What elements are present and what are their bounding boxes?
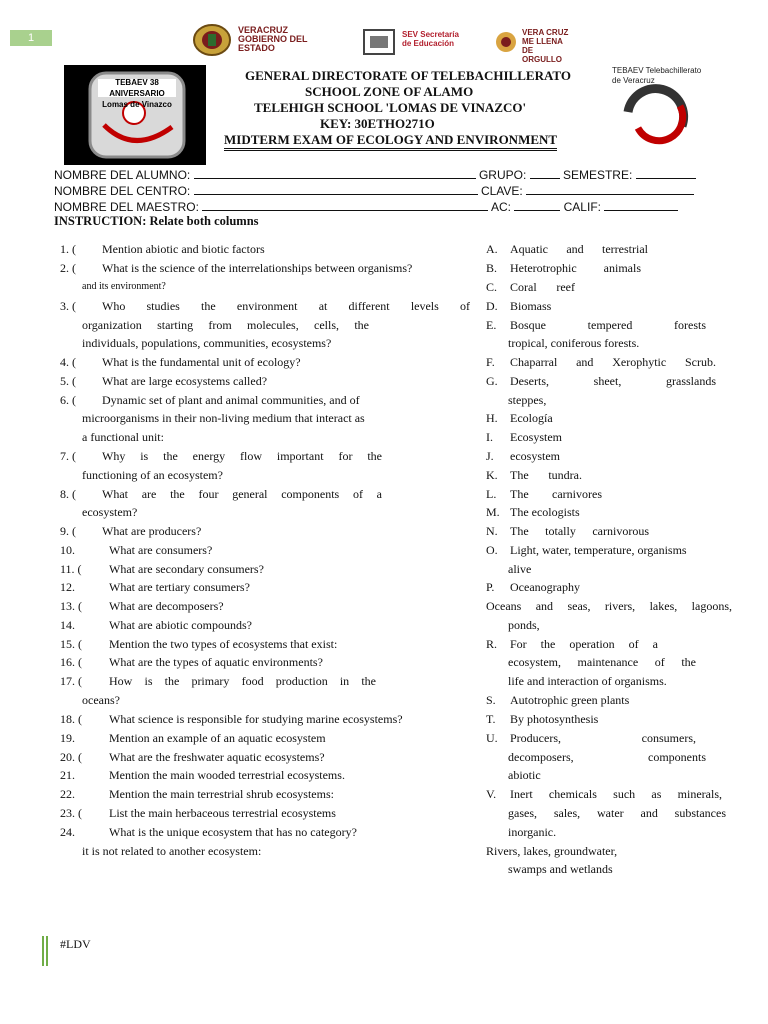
sev-logo [362, 24, 462, 58]
answer-continuation: inorganic. [508, 825, 557, 839]
answer-text: The totally carnivorous [510, 524, 649, 538]
answer-item [486, 409, 734, 428]
grade-input[interactable] [604, 199, 678, 211]
answer-item [486, 522, 649, 541]
question-item [60, 616, 460, 635]
question-continuation: and its environment? [82, 281, 166, 292]
coat-of-arms-icon [192, 24, 232, 56]
answer-letter: E. [486, 318, 497, 332]
ac-input[interactable] [514, 199, 560, 211]
tebaev-anniversary-logo [64, 65, 206, 165]
header-line-school: TELEHIGH SCHOOL 'LOMAS DE VINAZCO' [254, 100, 527, 115]
question-number: 23. ( [60, 806, 82, 820]
sev-logo-text: SEV Secretaría de Educación [402, 30, 459, 48]
question-number: 5. ( [60, 374, 76, 388]
question-item [60, 560, 460, 579]
answer-letter: G. [486, 374, 498, 388]
question-continuation: ecosystem? [82, 505, 138, 519]
question-text: Mention an example of an aquatic ecosystem [109, 731, 326, 745]
question-text: List the main herbaceous terrestrial ecosystems [109, 806, 336, 820]
question-continuation: a functional unit: [82, 430, 164, 444]
tebaev-logo-text: TEBAEV Telebachillerato de Veracruz [612, 66, 702, 85]
question-continuation: organization starting from molecules, cells, the [82, 318, 369, 332]
question-number: 4. ( [60, 355, 76, 369]
answer-text: Heterotrophic animals [510, 261, 641, 275]
answer-item [486, 297, 734, 316]
question-number: 18. ( [60, 712, 82, 726]
question-text: What are decomposers? [109, 599, 224, 613]
answer-continuation: decomposers, components [508, 750, 706, 764]
question-number: 20. ( [60, 750, 82, 764]
question-number: 2. ( [60, 261, 76, 275]
question-text: What are consumers? [109, 543, 213, 557]
answer-text: Coral reef [510, 280, 575, 294]
answer-letter: J. [486, 449, 494, 463]
center-name-input[interactable] [194, 183, 478, 195]
question-number: 24. [60, 825, 75, 839]
answer-letter: K. [486, 468, 498, 482]
veracruz-logo-text: VERACRUZ GOBIERNO DEL ESTADO [238, 25, 308, 53]
answer-text: Biomass [510, 299, 552, 313]
answer-continuation: swamps and wetlands [508, 862, 613, 876]
answer-text: Producers, consumers, [510, 731, 696, 745]
answer-letter: O. [486, 543, 498, 557]
header-line-zone: SCHOOL ZONE OF ALAMO [305, 84, 474, 99]
answer-text: By photosynthesis [510, 712, 599, 726]
question-item [60, 653, 460, 672]
student-name-label: NOMBRE DEL ALUMNO: [54, 168, 191, 182]
vera-cruz-logo-text: VERA CRUZ ME LLENA DE ORGULLO [522, 28, 569, 64]
answer-text: The ecologists [510, 505, 580, 519]
question-number: 11. ( [60, 562, 82, 576]
question-text: What are tertiary consumers? [109, 580, 250, 594]
group-input[interactable] [530, 167, 560, 179]
question-number: 9. ( [60, 524, 76, 538]
question-number: 15. ( [60, 637, 82, 651]
question-item [60, 297, 470, 316]
question-continuation: it is not related to another ecosystem: [82, 844, 262, 858]
answer-continuation: gases, sales, water and substances [508, 806, 726, 820]
question-item [60, 748, 460, 767]
question-item [60, 804, 460, 823]
answer-letter: V. [486, 787, 497, 801]
center-name-row [54, 183, 694, 198]
teacher-name-label: NOMBRE DEL MAESTRO: [54, 200, 199, 214]
answer-letter: R. [486, 637, 498, 651]
footer-tag: #LDV [60, 937, 91, 951]
answer-item [486, 691, 734, 710]
question-text: What is the fundamental unit of ecology? [102, 355, 301, 369]
question-text: Dynamic set of plant and animal communities, and of [102, 393, 360, 407]
answer-text: Ecología [510, 411, 553, 425]
answer-continuation: abiotic [508, 768, 541, 782]
answer-continuation: steppes, [508, 393, 547, 407]
semester-label: SEMESTRE: [562, 168, 633, 182]
answer-continuation: ecosystem, maintenance of the [508, 655, 696, 669]
question-continuation: oceans? [82, 693, 120, 707]
question-item [60, 391, 460, 410]
answer-text: Inert chemicals such as minerals, [510, 787, 722, 801]
question-text: What are the types of aquatic environments? [109, 655, 323, 669]
answer-item [486, 485, 602, 504]
answer-letter: D. [486, 299, 498, 313]
tebaev-anniversary-text: TEBAEV 38 ANIVERSARIO Lomas de Vinazco [102, 78, 172, 109]
question-item [60, 353, 460, 372]
question-item [60, 729, 460, 748]
answer-letter: M. [486, 505, 500, 519]
answer-letter: N. [486, 524, 498, 538]
answer-letter: B. [486, 261, 498, 275]
question-number: 21. [60, 768, 75, 782]
group-label: GRUPO: [478, 168, 527, 182]
answer-letter: A. [486, 242, 498, 256]
question-text: What are producers? [102, 524, 202, 538]
question-item [60, 372, 460, 391]
question-text: What are the four general components of a [102, 487, 382, 501]
answer-continuation: tropical, coniferous forests. [508, 336, 640, 350]
tebaev-logo [608, 66, 708, 158]
exam-title: MIDTERM EXAM OF ECOLOGY AND ENVIRONMENT [224, 132, 557, 151]
question-text: What is the unique ecosystem that has no category? [109, 825, 357, 839]
answer-letter: C. [486, 280, 498, 294]
question-continuation: individuals, populations, communities, ecosystems? [82, 336, 332, 350]
question-number: 14. [60, 618, 75, 632]
question-text: What are the freshwater aquatic ecosystems? [109, 750, 325, 764]
answer-text: ecosystem [510, 449, 560, 463]
question-number: 1. ( [60, 242, 76, 256]
question-number: 10. [60, 543, 75, 557]
answer-continuation: alive [508, 562, 532, 576]
header-line-directorate: GENERAL DIRECTORATE OF TELEBACHILLERATO [245, 68, 571, 83]
question-number: 7. ( [60, 449, 76, 463]
answer-text: Light, water, temperature, organisms [510, 543, 687, 557]
question-item [60, 635, 460, 654]
question-text: Mention the main terrestrial shrub ecosystems: [109, 787, 334, 801]
question-item [60, 710, 460, 729]
answer-item [486, 316, 706, 335]
question-number: 19. [60, 731, 75, 745]
answer-letter: U. [486, 731, 498, 745]
question-text: Mention the main wooded terrestrial ecosystems. [109, 768, 345, 782]
question-item [60, 785, 460, 804]
answer-item [486, 447, 734, 466]
answer-item [486, 710, 734, 729]
answer-text: The carnivores [510, 487, 602, 501]
semester-input[interactable] [636, 167, 696, 179]
question-number: 13. ( [60, 599, 82, 613]
question-item [60, 597, 460, 616]
question-number: 16. ( [60, 655, 82, 669]
question-text: What is the science of the interrelationships between organisms? [102, 261, 413, 275]
answer-item [486, 353, 716, 372]
answer-letter: T. [486, 712, 496, 726]
question-item [60, 766, 460, 785]
question-item [60, 578, 460, 597]
center-name-label: NOMBRE DEL CENTRO: [54, 184, 191, 198]
question-number: 6. ( [60, 393, 76, 407]
question-number: 8. ( [60, 487, 76, 501]
question-text: What science is responsible for studying marine ecosystems? [109, 712, 403, 726]
answer-text: The tundra. [510, 468, 582, 482]
answer-item [486, 466, 582, 485]
question-item [60, 672, 376, 691]
key-input[interactable] [526, 183, 694, 195]
question-item [60, 485, 382, 504]
answer-item [486, 240, 648, 259]
question-text: Who studies the environment at different levels of [102, 299, 470, 313]
question-text: Mention the two types of ecosystems that exist: [109, 637, 338, 651]
answer-item [486, 278, 575, 297]
grade-label: CALIF: [563, 200, 601, 214]
question-text: What are large ecosystems called? [102, 374, 268, 388]
student-name-input[interactable] [194, 167, 476, 179]
answer-item [486, 503, 734, 522]
answer-letter: L. [486, 487, 497, 501]
answer-continuation: ponds, [508, 618, 540, 632]
answer-item [486, 372, 716, 391]
answer-item [486, 578, 734, 597]
sev-emblem-icon [362, 28, 396, 56]
teacher-name-row [54, 199, 678, 214]
page-number: 1 [10, 30, 52, 46]
vera-cruz-emblem-icon [494, 30, 518, 54]
answer-item [486, 259, 641, 278]
question-text: Mention abiotic and biotic factors [102, 242, 265, 256]
question-item [60, 259, 460, 278]
footer-bar [46, 936, 48, 966]
answer-item [486, 785, 722, 804]
answer-item [486, 729, 696, 748]
answer-item [486, 541, 734, 560]
question-number: 12. [60, 580, 75, 594]
answer-text: Ecosystem [510, 430, 562, 444]
answer-letter: H. [486, 411, 498, 425]
answer-item [486, 635, 658, 654]
header-line-key: KEY: 30ETHO271O [320, 116, 435, 131]
veracruz-logo [192, 24, 332, 58]
answer-letter: I. [486, 430, 493, 444]
question-continuation: functioning of an ecosystem? [82, 468, 223, 482]
answer-text: Deserts, sheet, grasslands [510, 374, 716, 388]
question-text: What are secondary consumers? [109, 562, 264, 576]
question-text: What are abiotic compounds? [109, 618, 252, 632]
question-number: 3. ( [60, 299, 76, 313]
answer-text: Autotrophic green plants [510, 693, 630, 707]
answer-text: For the operation of a [510, 637, 658, 651]
answer-item [486, 428, 734, 447]
answer-text: Bosque tempered forests [510, 318, 706, 332]
instruction: INSTRUCTION: Relate both columns [54, 214, 259, 228]
question-item [60, 240, 460, 259]
question-item [60, 541, 460, 560]
answer-text: Chaparral and Xerophytic Scrub. [510, 355, 716, 369]
answer-text: Oceanography [510, 580, 580, 594]
answer-text: Aquatic and terrestrial [510, 242, 648, 256]
vera-cruz-logo [494, 24, 574, 64]
student-name-row [54, 167, 696, 182]
answer-unlettered: Rivers, lakes, groundwater, [486, 844, 618, 858]
key-label: CLAVE: [480, 184, 523, 198]
answer-continuation: life and interaction of organisms. [508, 674, 667, 688]
question-number: 17. ( [60, 674, 82, 688]
question-item [60, 447, 382, 466]
teacher-name-input[interactable] [202, 199, 488, 211]
question-item [60, 823, 460, 842]
question-number: 22. [60, 787, 75, 801]
answer-unlettered: Oceans and seas, rivers, lakes, lagoons, [486, 599, 732, 613]
answer-letter: S. [486, 693, 496, 707]
question-text: Why is the energy flow important for the [102, 449, 382, 463]
footer-bar [42, 936, 44, 966]
answer-letter: F. [486, 355, 495, 369]
question-item [60, 522, 460, 541]
question-continuation: microorganisms in their non-living medium that interact as [82, 411, 365, 425]
answer-letter: P. [486, 580, 495, 594]
question-text: How is the primary food production in the [109, 674, 376, 688]
ac-label: AC: [490, 200, 511, 214]
